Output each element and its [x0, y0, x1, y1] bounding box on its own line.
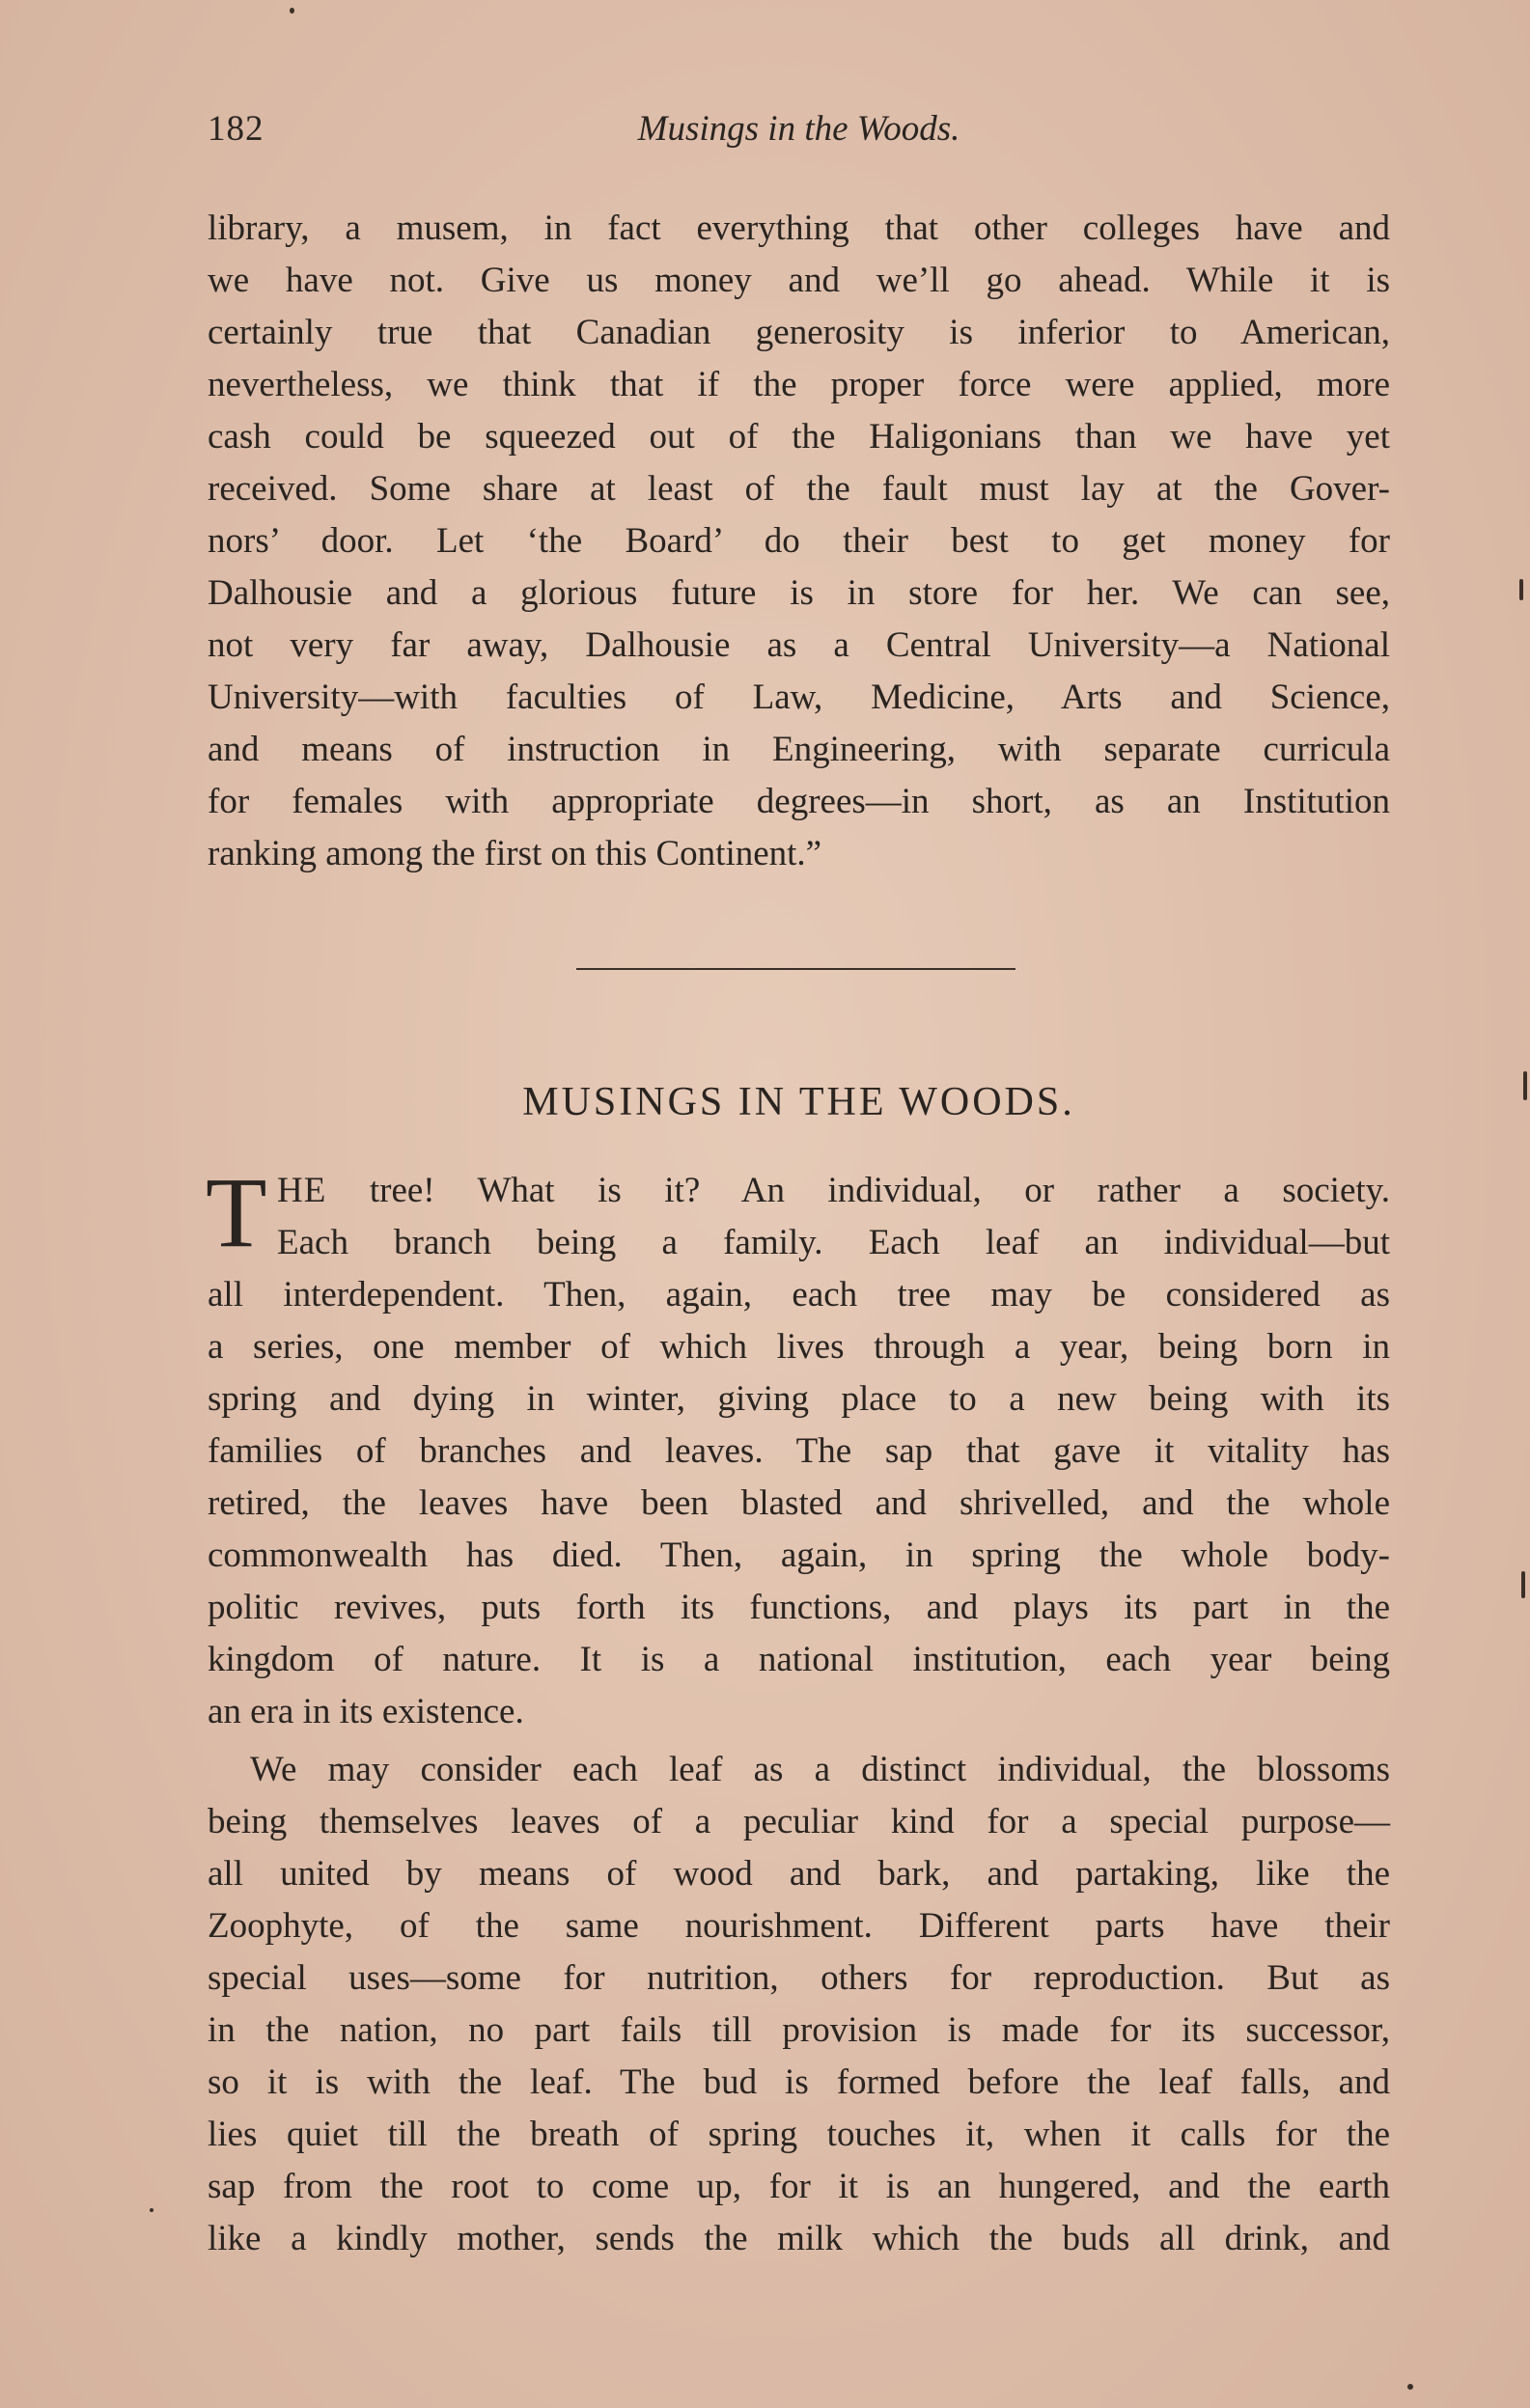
text-line: an era in its existence.: [208, 1692, 524, 1731]
text-line: cash could be squeezed out of the Haligonians than we have yet: [208, 417, 1390, 457]
text-line: so it is with the leaf. The bud is formed before the leaf falls, and: [208, 2062, 1390, 2102]
paper-speck: [150, 2208, 153, 2212]
text-line: nevertheless, we think that if the proper force were applied, more: [208, 365, 1390, 404]
text-line: Each branch being a family. Each leaf an individual—but: [277, 1223, 1390, 1262]
text-line: special uses—some for nutrition, others for reproduction. But as: [208, 1958, 1390, 1998]
text-line: We may consider each leaf as a distinct individual, the blossoms: [250, 1750, 1390, 1789]
text-line: all united by means of wood and bark, and partaking, like the: [208, 1854, 1390, 1894]
section-divider: [576, 968, 1015, 970]
text-line: kingdom of nature. It is a national institution, each year being: [208, 1640, 1390, 1679]
continued-paragraph: [208, 203, 1390, 880]
article-paragraph-1: [206, 1157, 1390, 1738]
page-number: 182: [208, 109, 264, 149]
paper-speck: [1519, 579, 1523, 600]
running-title: Musings in the Woods.: [637, 109, 960, 149]
text-line: University—with faculties of Law, Medicine, Arts and Science,: [208, 678, 1390, 717]
text-line: [208, 1165, 1390, 1217]
text-line: library, a musem, in fact everything that other colleges have and: [208, 208, 1390, 248]
text-line: received. Some share at least of the fault must lay at the Gover-: [208, 469, 1390, 509]
text-line: not very far away, Dalhousie as a Central University—a National: [208, 625, 1390, 665]
text-line: Dalhousie and a glorious future is in store for her. We can see,: [208, 573, 1390, 613]
article-body: [206, 1157, 1390, 2265]
article-paragraph-2: [208, 1744, 1390, 2265]
drop-cap: T: [206, 1157, 267, 1268]
text-line: sap from the root to come up, for it is an hungered, and the earth: [208, 2167, 1390, 2206]
text-line: like a kindly mother, sends the milk which the buds all drink, and: [208, 2219, 1390, 2258]
text-line-rest: tree! What is it? An individual, or rather a society.: [369, 1171, 1390, 1210]
text-line: nors’ door. Let ‘the Board’ do their best to get money for: [208, 521, 1390, 561]
text-line: in the nation, no part fails till provision is made for its successor,: [208, 2010, 1390, 2050]
text-line: all interdependent. Then, again, each tree may be considered as: [208, 1275, 1390, 1315]
paper-speck: [1521, 1571, 1525, 1598]
text-line: families of branches and leaves. The sap that gave it vitality has: [208, 1431, 1390, 1471]
text-line: retired, the leaves have been blasted and shrivelled, and the whole: [208, 1483, 1390, 1523]
article-title: MUSINGS IN THE WOODS.: [522, 1080, 1075, 1124]
text-line: commonwealth has died. Then, again, in spring the whole body-: [208, 1536, 1390, 1575]
text-line: we have not. Give us money and we’ll go ahead. While it is: [208, 261, 1390, 300]
text-line: and means of instruction in Engineering, with separate curricula: [208, 730, 1390, 769]
paper-speck: [1407, 2384, 1413, 2390]
text-line: a series, one member of which lives through a year, being born in: [208, 1327, 1390, 1367]
text-line: spring and dying in winter, giving place to a new being with its: [208, 1379, 1390, 1419]
text-line: for females with appropriate degrees—in short, as an Institution: [208, 782, 1390, 821]
text-line: ranking among the first on this Continent.”: [208, 834, 822, 873]
paper-speck: [1523, 1071, 1527, 1100]
page-header: [208, 108, 1390, 166]
text-line: certainly true that Canadian generosity is inferior to American,: [208, 313, 1390, 352]
first-word-rest: HE: [277, 1171, 327, 1210]
text-line: politic revives, puts forth its functions, and plays its part in the: [208, 1588, 1390, 1627]
text-line: being themselves leaves of a peculiar kind for a special purpose—: [208, 1802, 1390, 1841]
text-line: Zoophyte, of the same nourishment. Different parts have their: [208, 1906, 1390, 1946]
text-line: lies quiet till the breath of spring touches it, when it calls for the: [208, 2115, 1390, 2154]
paper-speck: [290, 8, 294, 14]
